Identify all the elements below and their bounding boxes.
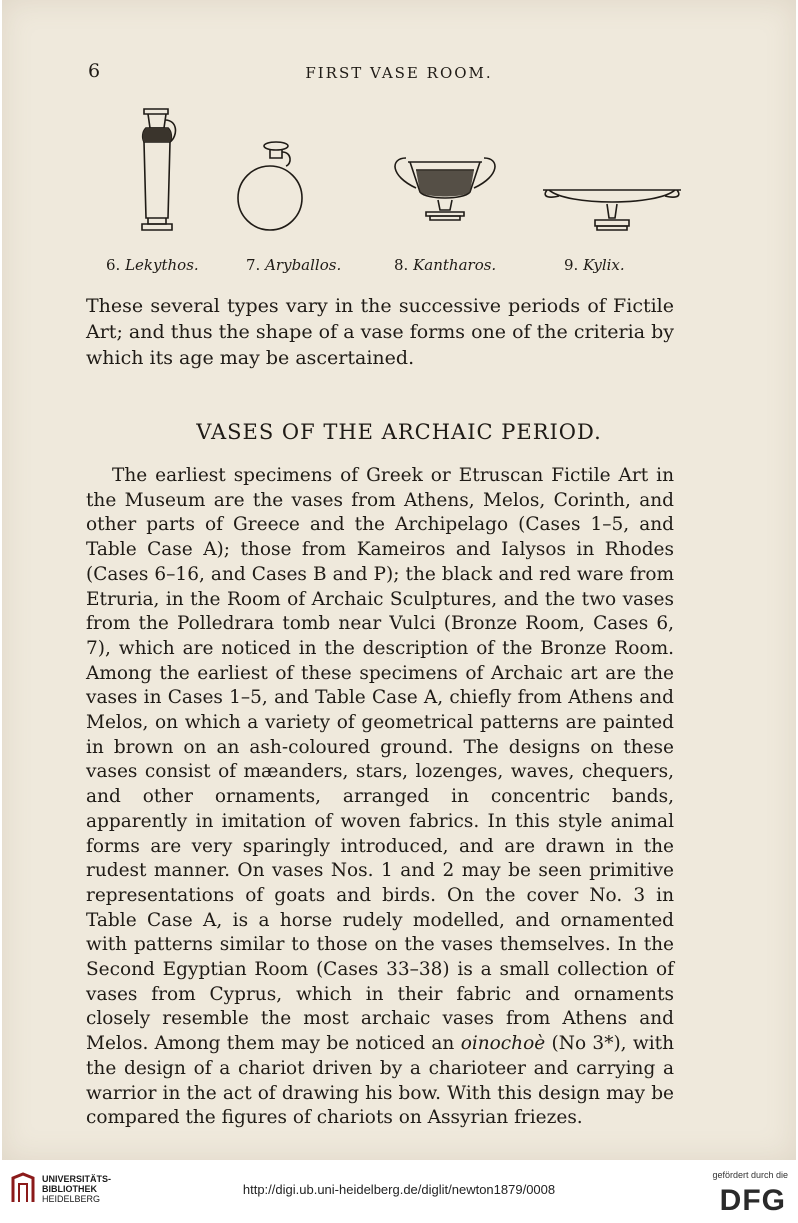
caption-kantharos-name: Kantharos. <box>413 256 497 274</box>
caption-kylix-name: Kylix. <box>583 256 625 274</box>
page-number: 6 <box>88 60 101 82</box>
dfg-logo: DFG <box>719 1184 786 1217</box>
body-text-italic: oinochoè <box>460 1033 546 1055</box>
kylix-illustration <box>537 184 687 240</box>
caption-aryballos <box>246 256 341 274</box>
body-paragraph <box>86 464 674 1131</box>
section-heading: VASES OF THE ARCHAIC PERIOD. <box>196 420 602 444</box>
caption-aryballos-name: Aryballos. <box>265 256 342 274</box>
caption-kantharos <box>394 256 496 274</box>
source-url-link[interactable]: http://digi.ub.uni-heidelberg.de/diglit/newton1879/0008 <box>242 1182 556 1197</box>
funding-label: gefördert durch die <box>712 1170 788 1180</box>
lekythos-illustration <box>132 106 182 242</box>
running-head: FIRST VASE ROOM. <box>305 64 493 82</box>
caption-lekythos-number: 6. <box>106 256 121 274</box>
library-name-line2: BIBLIOTHEK <box>42 1184 97 1194</box>
vase-figures <box>2 100 796 280</box>
intro-paragraph: These several types vary in the successive periods of Fictile Art; and thus the shape of a vase forms one of the criteria by which its age may be ascertained. <box>86 295 674 369</box>
library-name-line3: HEIDELBERG <box>42 1194 101 1204</box>
aryballos-illustration <box>234 140 306 238</box>
library-name-line1: UNIVERSITÄTS- <box>42 1174 112 1184</box>
digitization-footer <box>0 1160 798 1223</box>
body-text-part1: The earliest specimens of Greek or Etruscan Fictile Art in the Museum are the vases from Athens, Melos, Corinth, and other parts of Greece and the Archipelago (Cases 1–5, and Table Case A); those from Kameiros and Ialysos in Rhodes (Cases 6–16, and Cases B and P); the black and red ware from Etruria, in the Room of Archaic Sculptures, and the two vases from the Polledrara tomb near Vulci (Bronze Room, Cases 6, 7), which are noticed in the description of the Bronze Room. Among the earliest of these specimens of Archaic art are the vases in Cases 1–5, and Table Case A, chiefly from Athens and Melos, on which a variety of geometrical patterns are painted in brown on an ash-coloured ground. The designs on these vases consist of mæanders, stars, lozenges, waves, chequers, and other ornaments, arranged in concentric bands, apparently in imitation of woven fabrics. In this style animal forms are very sparingly introduced, and are drawn in the rudest manner. On vases Nos. 1 and 2 may be seen primitive representations of goats and birds. On the cover No. 3 in Table Case A, is a horse rudely modelled, and ornamented with patterns similar to those on the vases themselves. In the Second Egyptian Room (Cases 33–38) is a small collection of vases from Cyprus, which in their fabric and ornaments closely resemble the most archaic vases from Athens and Melos. Among them may be noticed an <box>86 465 674 1055</box>
caption-lekythos-name: Lekythos. <box>125 256 199 274</box>
caption-aryballos-number: 7. <box>246 256 261 274</box>
caption-kylix-number: 9. <box>564 256 579 274</box>
book-page <box>2 0 796 1160</box>
caption-lekythos <box>106 256 199 274</box>
body-text-part2: (No 3*), with the design of a chariot driven by a charioteer and carrying a warrior in the act of drawing his bow. With this design may be compared the figures of chariots on Assyrian friezes. <box>86 1033 674 1129</box>
kantharos-illustration <box>386 148 504 240</box>
caption-kantharos-number: 8. <box>394 256 409 274</box>
caption-kylix <box>564 256 625 274</box>
